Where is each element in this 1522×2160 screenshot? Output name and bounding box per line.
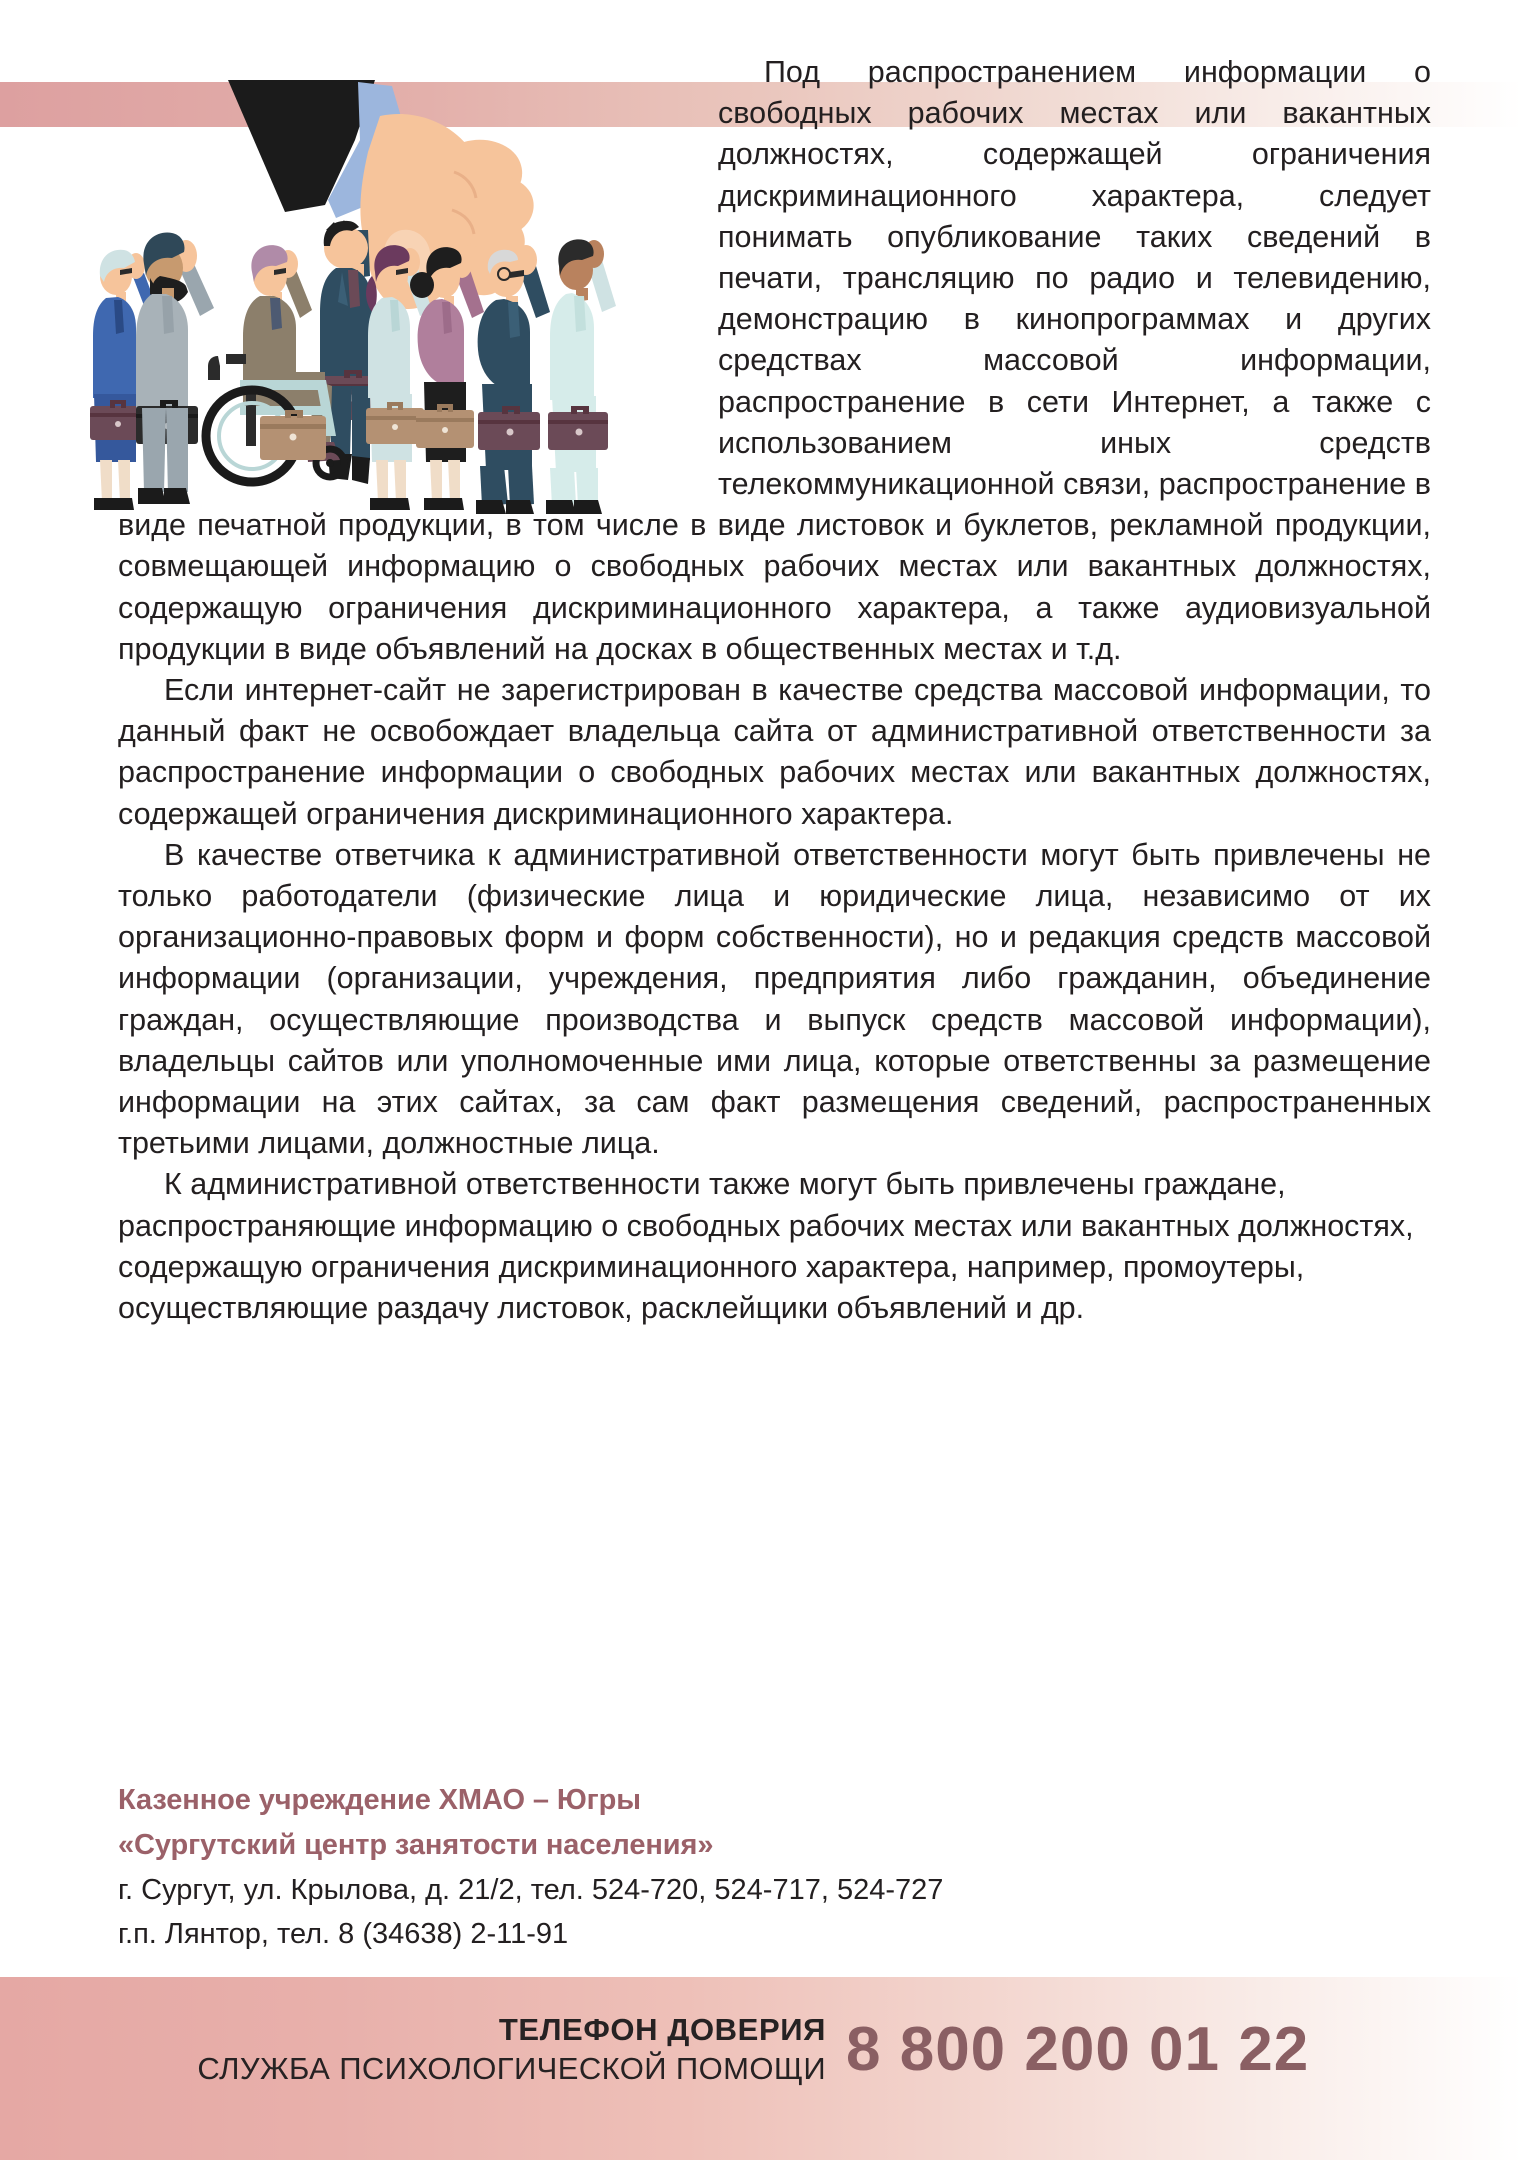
paragraph-2: Если интернет-сайт не зарегистрирован в качестве средства массовой информации, то данный факт не освобождает владельца сайта от административной ответственности за распространение информации о свободных рабочих местах или вакантных должностях, содержащей ограничения дискриминационного характера.: [118, 673, 1431, 831]
hotline-phone-number: 8 800 200 01 22: [846, 2015, 1310, 2084]
paragraph-4: К административной ответственности также могут быть привлечены граждане, распространяющие информацию о свободных рабочих местах или вакантных должностях, содержащую ограничения дискриминационного характера, например, промоутеры, осуществляющие раздачу листовок, расклейщики объявлений и др.: [118, 1167, 1414, 1326]
organisation-name-line2: «Сургутский центр занятости населения»: [118, 1829, 714, 1861]
hotline-label-group: [98, 2011, 826, 2089]
organisation-address-surgut: г. Сургут, ул. Крылова, д. 21/2, тел. 524-720, 524-717, 524-727: [118, 1874, 944, 1906]
illustration-text-wrap-spacer: [118, 52, 718, 482]
hotline-title: ТЕЛЕФОН ДОВЕРИЯ: [498, 2012, 826, 2047]
organisation-contact-block: [118, 1778, 1318, 1956]
paragraph-3: В качестве ответчика к административной ответственности могут быть привлечены не только работодатели (физические лица и юридические лица, независимо от их организационно-правовых форм и форм собственности), но и редакция средств массовой информации (организации, учреждения, предприятия либо гражданин, объединение граждан, осуществляющие производства и выпуск средств массовой информации), владельцы сайтов или уполномоченные ими лица, которые ответственны за размещение информации на этих сайтах, за сам факт размещения сведений, распространенных третьими лицами, должностные лица.: [118, 837, 1431, 1161]
organisation-address-lyantor: г.п. Лянтор, тел. 8 (34638) 2-11-91: [118, 1918, 569, 1950]
footer-hotline-banner: [0, 1977, 1522, 2160]
organisation-name-line1: Казенное учреждение ХМАО – Югры: [118, 1784, 641, 1816]
hotline-subtitle: СЛУЖБА ПСИХОЛОГИЧЕСКОЙ ПОМОЩИ: [197, 2051, 826, 2086]
footer-hotline-content: [0, 1995, 1522, 2105]
article-body: [118, 52, 1431, 1329]
paragraph-1: Под распространением информации о свободных рабочих местах или вакантных должностях, содержащей ограничения дискриминационного характера, следует понимать опубликование таких сведений в печати, трансляцию по радио и телевидению, демонстрацию в кинопрограммах и других средствах массовой информации, распространение в сети Интернет, а также с использованием иных средств телекоммуникационной связи, распространение в виде печатной продукции, в том числе в виде листовок и буклетов, рекламной продукции, совмещающей информацию о свободных рабочих местах или вакантных должностях, содержащую ограничения дискриминационного характера, а также аудиовизуальной продукции в виде объявлений на досках в общественных местах и т.д.: [118, 55, 1431, 666]
